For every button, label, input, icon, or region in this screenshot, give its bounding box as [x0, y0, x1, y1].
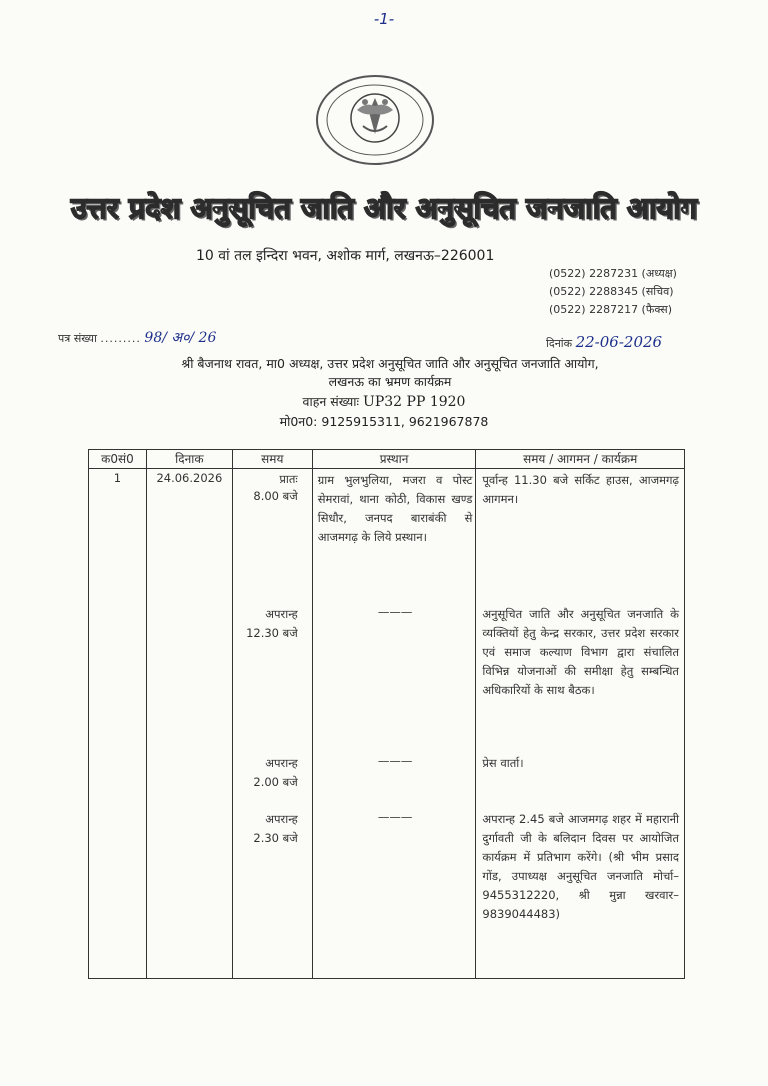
departure-2: ———	[377, 605, 413, 619]
time-block-3: अपरान्ह 2.00 बजे	[253, 756, 298, 789]
header-serial: क0सं0	[89, 450, 147, 469]
program-4: अपरान्ह 2.45 बजे आजमगढ़ शहर में महारानी दुर्गावती जी के बलिदान दिवस पर आयोजित कार्यक्रम में प्रतिभाग करेंगे। (श्री भीम प्रसाद गोंड, उपाध्यक्ष अनुसूचित जनजाति मोर्चा– 9455312220, श्री मुन्ना खरवार–9839044483)	[482, 812, 679, 921]
program-heading-line2: लखनऊ का भ्रमण कार्यक्रम	[328, 374, 452, 389]
letter-number-value: 98/ अ०/ 26	[144, 330, 217, 346]
mobile-numbers: मो0न0: 9125915311, 9621967878	[279, 414, 489, 429]
program-1: पूर्वान्ह 11.30 बजे सर्किट हाउस, आजमगढ़ आगमन।	[482, 473, 679, 506]
phone-chairman: (0522) 2287231 (अध्यक्ष)	[549, 267, 677, 280]
header-time: समय	[232, 450, 312, 469]
commission-seal-logo	[313, 72, 437, 168]
vehicle-info	[0, 393, 768, 410]
header-departure: प्रस्थान	[312, 450, 476, 469]
letter-date	[546, 333, 662, 351]
letter-number: पत्र संख्या ......... 98/ अ०/ 26	[58, 330, 217, 346]
departure-3: ———	[377, 754, 413, 768]
vehicle-number: UP32 PP 1920	[363, 394, 466, 410]
schedule-table	[88, 449, 685, 979]
program-heading	[60, 355, 720, 391]
phone-secretary: (0522) 2288345 (सचिव)	[549, 285, 674, 298]
header-program: समय / आगमन / कार्यक्रम	[476, 450, 685, 469]
time-block-1: प्रातः 8.00 बजे	[253, 472, 298, 503]
header-date: दिनाक	[146, 450, 232, 469]
cell-departures	[312, 469, 476, 979]
letter-date-value: 22-06-2026	[575, 333, 663, 351]
departure-4: ———	[377, 810, 413, 824]
office-address: 10 वां तल इन्दिरा भवन, अशोक मार्ग, लखनऊ–226001	[196, 248, 495, 264]
time-block-2: अपरान्ह 12.30 बजे	[246, 607, 298, 640]
commission-title: उत्तर प्रदेश अनुसूचित जाति और अनुसूचित जनजाति आयोग	[70, 191, 698, 225]
program-3: प्रेस वार्ता।	[482, 756, 524, 770]
page-number: -1-	[373, 10, 395, 28]
vehicle-label: वाहन संख्याः	[302, 394, 360, 409]
program-heading-line1: श्री बैजनाथ रावत, मा0 अध्यक्ष, उत्तर प्रदेश अनुसूचित जाति और अनुसूचित जनजाति आयोग,	[181, 356, 599, 371]
time-block-4: अपरान्ह 2.30 बजे	[253, 812, 298, 845]
table-row	[89, 469, 685, 979]
letter-date-label: दिनांक	[546, 337, 573, 350]
table-header-row	[89, 450, 685, 469]
phone-list	[549, 265, 677, 319]
cell-times	[232, 469, 312, 979]
program-2: अनुसूचित जाति और अनुसूचित जनजाति के व्यक्तियों हेतु केन्द्र सरकार, उत्तर प्रदेश सरकार एवं समाज कल्याण विभाग द्वारा संचालित विभिन्न योजनाओं की समीक्षा हेतु सम्बन्धित अधिकारियों के साथ बैठक।	[482, 607, 679, 697]
letter-number-label: पत्र संख्या	[58, 332, 97, 345]
phone-fax: (0522) 2287217 (फैक्स)	[549, 303, 672, 316]
cell-serial: 1	[89, 469, 147, 979]
cell-date: 24.06.2026	[146, 469, 232, 979]
cell-programs	[476, 469, 685, 979]
departure-1: ग्राम भुलभुलिया, मजरा व पोस्ट सेमरावां, थाना कोठी, विकास खण्ड सिधौर, जनपद बाराबंकी से आजमगढ़ के लिये प्रस्थान।	[317, 473, 473, 544]
